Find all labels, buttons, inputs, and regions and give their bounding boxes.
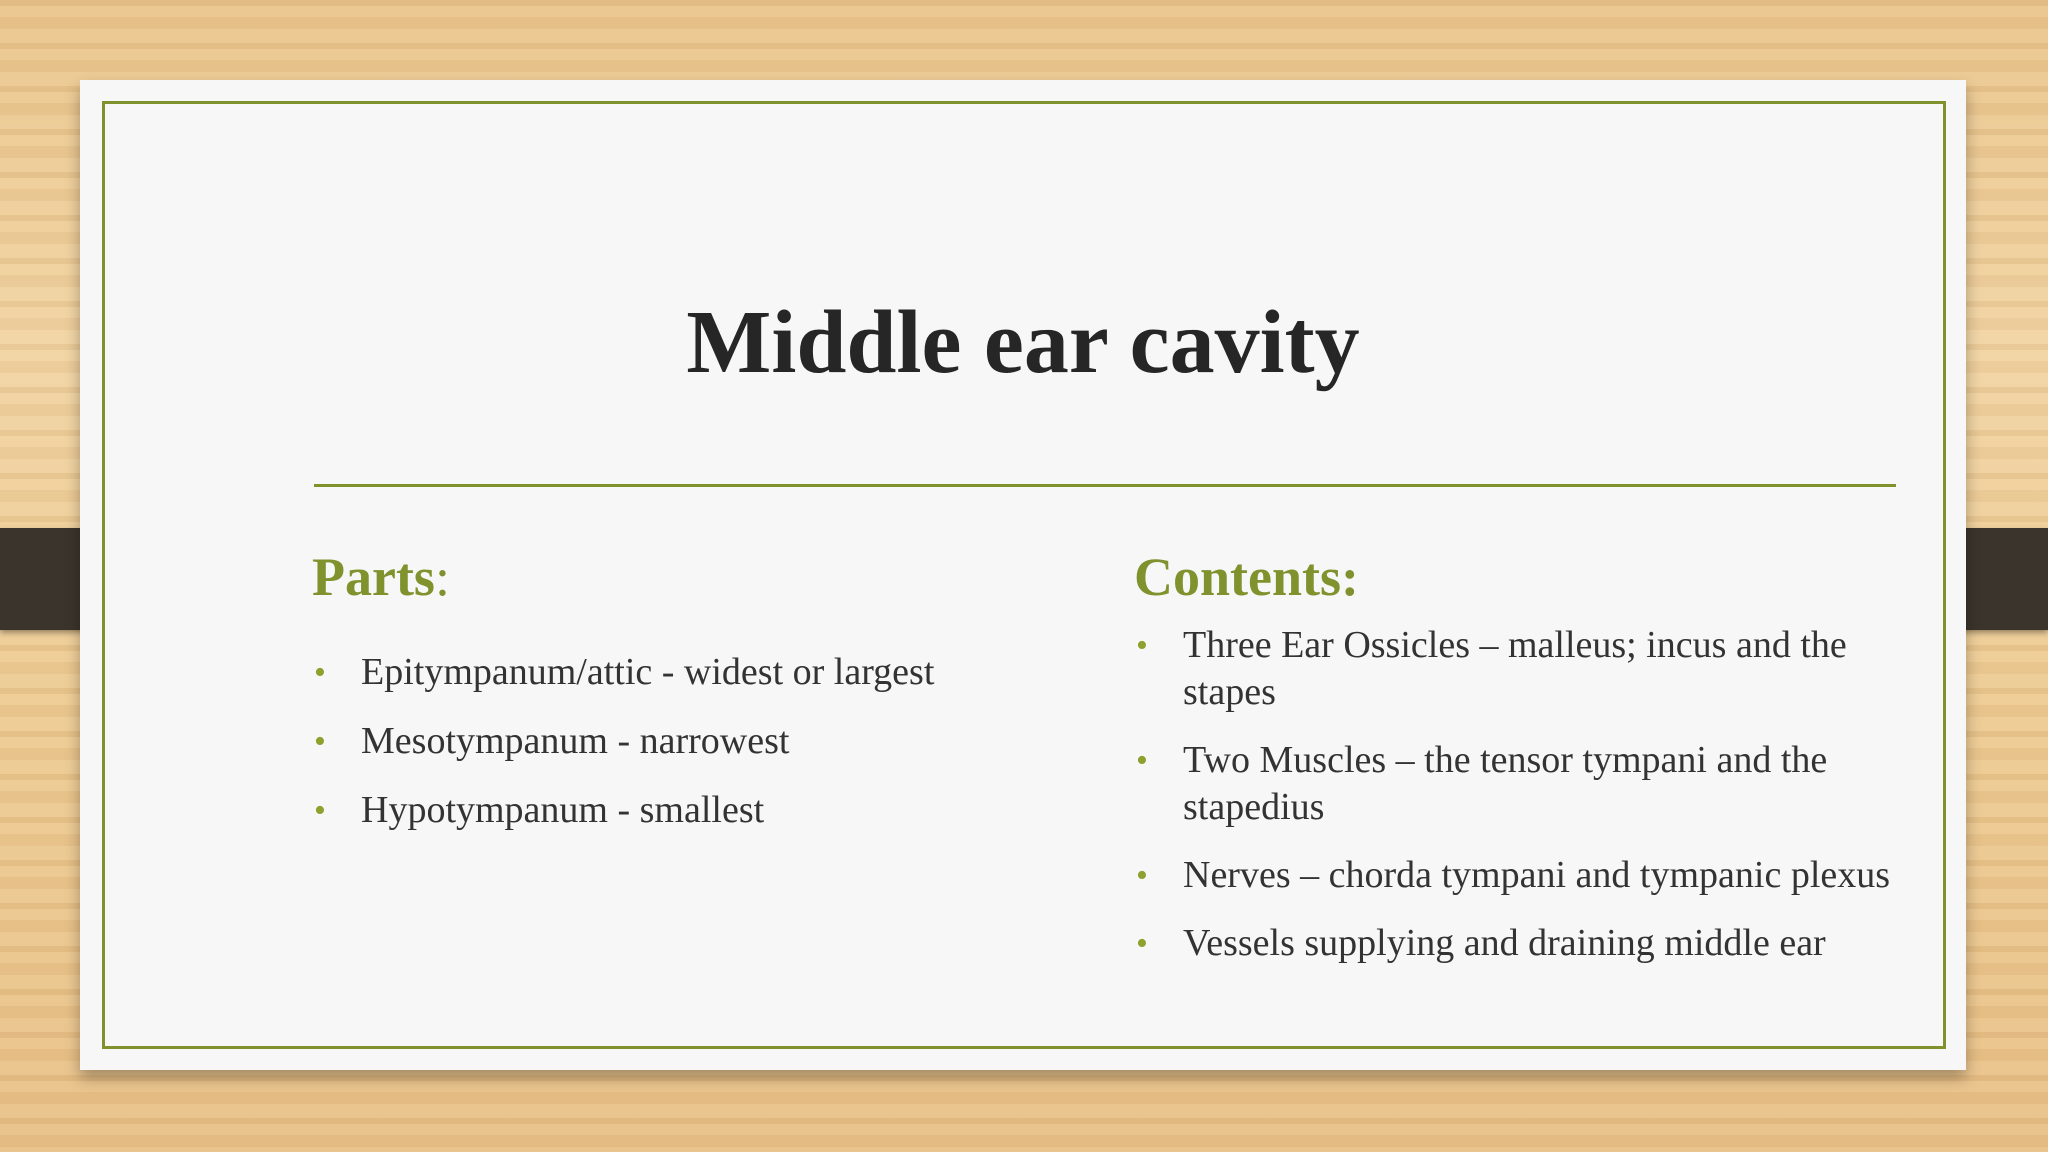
list-item [312,649,1112,696]
list-item-text: Nerves – chorda tympani and tympanic plexus [1183,854,1891,897]
list-item [312,718,1112,765]
bullet-icon: • [1136,742,1148,780]
list-item-text: Mesotympanum - narrowest [361,720,790,763]
list-item-text: Vessels supplying and draining middle ear [1183,922,1826,965]
bullet-icon: • [314,792,326,830]
list-item [1134,622,1914,716]
bullet-icon: • [314,723,326,761]
parts-list [312,649,1112,834]
bullet-icon: • [314,654,326,692]
list-item [1134,852,1914,899]
list-item [1134,920,1914,967]
slide [80,80,1966,1070]
contents-heading: Contents: [1134,547,1359,607]
parts-heading [312,546,1112,608]
list-item [1134,737,1914,831]
bullet-icon: • [1136,925,1148,963]
slide-title: Middle ear cavity [686,293,1360,392]
title-divider [314,484,1896,487]
contents-column [1134,546,1914,988]
list-item-text: Two Muscles – the tensor tympani and the stapedius [1183,739,1828,829]
list-item [312,787,1112,834]
parts-heading-colon: : [434,547,450,607]
bullet-icon: • [1136,857,1148,895]
bullet-icon: • [1136,627,1148,665]
list-item-text: Three Ear Ossicles – malleus; incus and the stapes [1183,624,1847,714]
list-item-text: Epitympanum/attic - widest or largest [361,651,935,694]
parts-column [312,546,1112,856]
parts-heading-text: Parts [312,547,435,607]
list-item-text: Hypotympanum - smallest [361,789,765,832]
contents-list [1134,622,1914,967]
